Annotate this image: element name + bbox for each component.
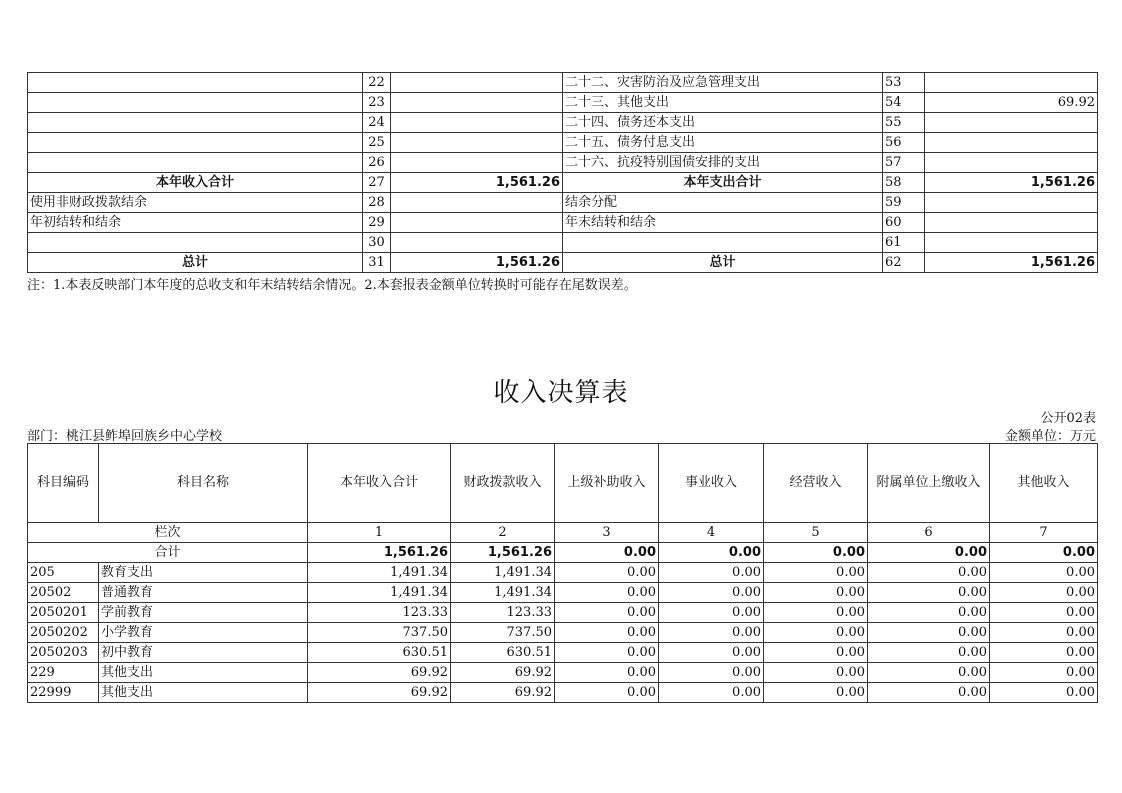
amount-cell: 0.00 bbox=[990, 623, 1098, 643]
total-value: 1,561.26 bbox=[308, 543, 451, 563]
left-row-no: 28 bbox=[363, 193, 391, 213]
amount-cell: 0.00 bbox=[868, 683, 990, 703]
column-number: 6 bbox=[868, 523, 990, 543]
amount-cell: 0.00 bbox=[659, 563, 764, 583]
amount-cell: 737.50 bbox=[308, 623, 451, 643]
subject-name: 其他支出 bbox=[99, 663, 308, 683]
left-amount: 1,561.26 bbox=[391, 173, 563, 193]
amount-cell: 0.00 bbox=[555, 603, 659, 623]
table-row bbox=[28, 173, 1098, 193]
total-row bbox=[28, 543, 1098, 563]
amount-cell: 0.00 bbox=[868, 623, 990, 643]
total-value: 0.00 bbox=[990, 543, 1098, 563]
left-row-no: 23 bbox=[363, 93, 391, 113]
left-label bbox=[28, 73, 363, 93]
table-row bbox=[28, 153, 1098, 173]
right-row-no: 59 bbox=[883, 193, 925, 213]
amount-cell: 123.33 bbox=[451, 603, 555, 623]
table-row bbox=[28, 133, 1098, 153]
left-row-no: 30 bbox=[363, 233, 391, 253]
left-amount bbox=[391, 93, 563, 113]
left-row-no: 22 bbox=[363, 73, 391, 93]
header-other-income: 其他收入 bbox=[990, 444, 1098, 523]
right-label: 二十五、债务付息支出 bbox=[563, 133, 883, 153]
left-label bbox=[28, 93, 363, 113]
amount-cell: 1,491.34 bbox=[451, 563, 555, 583]
amount-cell: 0.00 bbox=[990, 663, 1098, 683]
amount-cell: 0.00 bbox=[990, 603, 1098, 623]
subject-name: 学前教育 bbox=[99, 603, 308, 623]
subject-name: 初中教育 bbox=[99, 643, 308, 663]
amount-cell: 123.33 bbox=[308, 603, 451, 623]
table-row bbox=[28, 113, 1098, 133]
amount-cell: 0.00 bbox=[555, 563, 659, 583]
total-label: 合计 bbox=[28, 543, 308, 563]
right-amount bbox=[925, 193, 1098, 213]
amount-cell: 0.00 bbox=[764, 623, 868, 643]
amount-cell: 69.92 bbox=[451, 683, 555, 703]
income-table-body bbox=[28, 563, 1098, 703]
amount-cell: 0.00 bbox=[868, 663, 990, 683]
subject-name: 小学教育 bbox=[99, 623, 308, 643]
right-row-no: 54 bbox=[883, 93, 925, 113]
column-number-row bbox=[28, 523, 1098, 543]
right-row-no: 60 bbox=[883, 213, 925, 233]
total-value: 0.00 bbox=[764, 543, 868, 563]
right-row-no: 58 bbox=[883, 173, 925, 193]
column-number: 5 bbox=[764, 523, 868, 543]
amount-cell: 630.51 bbox=[451, 643, 555, 663]
subject-code: 20502 bbox=[28, 583, 99, 603]
right-label: 二十三、其他支出 bbox=[563, 93, 883, 113]
right-label: 年末结转和结余 bbox=[563, 213, 883, 233]
amount-cell: 0.00 bbox=[764, 683, 868, 703]
amount-cell: 0.00 bbox=[555, 643, 659, 663]
header-total-income: 本年收入合计 bbox=[308, 444, 451, 523]
left-label bbox=[28, 113, 363, 133]
total-value: 1,561.26 bbox=[451, 543, 555, 563]
form-number: 公开02表 bbox=[1040, 411, 1096, 426]
table-row bbox=[28, 663, 1098, 683]
table-row bbox=[28, 93, 1098, 113]
left-label bbox=[28, 153, 363, 173]
subject-name: 教育支出 bbox=[99, 563, 308, 583]
amount-cell: 0.00 bbox=[764, 603, 868, 623]
table-row bbox=[28, 253, 1098, 273]
right-amount bbox=[925, 73, 1098, 93]
table-row bbox=[28, 583, 1098, 603]
header-superior-subsidy: 上级补助收入 bbox=[555, 444, 659, 523]
column-number: 4 bbox=[659, 523, 764, 543]
left-row-no: 25 bbox=[363, 133, 391, 153]
amount-cell: 69.92 bbox=[451, 663, 555, 683]
amount-cell: 1,491.34 bbox=[451, 583, 555, 603]
table-note: 注：1.本表反映部门本年度的总收支和年末结转结余情况。2.本套报表金额单位转换时可能存在尾数误差。 bbox=[27, 278, 637, 293]
amount-cell: 0.00 bbox=[555, 623, 659, 643]
amount-cell: 0.00 bbox=[659, 643, 764, 663]
subject-code: 229 bbox=[28, 663, 99, 683]
header-operating-income: 经营收入 bbox=[764, 444, 868, 523]
column-number: 3 bbox=[555, 523, 659, 543]
header-subject-name: 科目名称 bbox=[99, 444, 308, 523]
right-label bbox=[563, 233, 883, 253]
left-amount bbox=[391, 153, 563, 173]
amount-cell: 0.00 bbox=[868, 583, 990, 603]
summary-table bbox=[27, 72, 1098, 273]
left-label bbox=[28, 233, 363, 253]
left-label: 使用非财政拨款结余 bbox=[28, 193, 363, 213]
left-label: 总计 bbox=[28, 253, 363, 273]
header-row bbox=[28, 444, 1098, 523]
left-label bbox=[28, 133, 363, 153]
right-label: 结余分配 bbox=[563, 193, 883, 213]
table-row bbox=[28, 233, 1098, 253]
left-row-no: 24 bbox=[363, 113, 391, 133]
left-amount: 1,561.26 bbox=[391, 253, 563, 273]
left-amount bbox=[391, 233, 563, 253]
amount-cell: 0.00 bbox=[764, 583, 868, 603]
page-title: 收入决算表 bbox=[493, 378, 629, 408]
amount-cell: 0.00 bbox=[764, 663, 868, 683]
table-row bbox=[28, 73, 1098, 93]
left-label: 本年收入合计 bbox=[28, 173, 363, 193]
left-amount bbox=[391, 193, 563, 213]
right-amount bbox=[925, 233, 1098, 253]
amount-cell: 0.00 bbox=[868, 563, 990, 583]
right-amount bbox=[925, 153, 1098, 173]
amount-cell: 0.00 bbox=[990, 563, 1098, 583]
subject-code: 205 bbox=[28, 563, 99, 583]
header-fiscal-appropriation: 财政拨款收入 bbox=[451, 444, 555, 523]
right-label: 二十二、灾害防治及应急管理支出 bbox=[563, 73, 883, 93]
amount-cell: 0.00 bbox=[555, 583, 659, 603]
right-row-no: 62 bbox=[883, 253, 925, 273]
amount-cell: 0.00 bbox=[764, 563, 868, 583]
header-business-income: 事业收入 bbox=[659, 444, 764, 523]
amount-cell: 0.00 bbox=[990, 643, 1098, 663]
right-label: 二十六、抗疫特别国债安排的支出 bbox=[563, 153, 883, 173]
left-row-no: 31 bbox=[363, 253, 391, 273]
right-row-no: 61 bbox=[883, 233, 925, 253]
left-row-no: 29 bbox=[363, 213, 391, 233]
amount-cell: 0.00 bbox=[659, 603, 764, 623]
unit-label: 金额单位：万元 bbox=[1004, 429, 1096, 444]
header-subject-code: 科目编码 bbox=[28, 444, 99, 523]
amount-cell: 0.00 bbox=[764, 643, 868, 663]
amount-cell: 0.00 bbox=[868, 603, 990, 623]
amount-cell: 0.00 bbox=[555, 663, 659, 683]
left-label: 年初结转和结余 bbox=[28, 213, 363, 233]
subject-name: 普通教育 bbox=[99, 583, 308, 603]
amount-cell: 1,491.34 bbox=[308, 563, 451, 583]
header-affiliate-income: 附属单位上缴收入 bbox=[868, 444, 990, 523]
amount-cell: 0.00 bbox=[990, 583, 1098, 603]
left-row-no: 27 bbox=[363, 173, 391, 193]
subject-name: 其他支出 bbox=[99, 683, 308, 703]
right-label: 本年支出合计 bbox=[563, 173, 883, 193]
table-row bbox=[28, 623, 1098, 643]
amount-cell: 69.92 bbox=[308, 683, 451, 703]
subject-code: 2050201 bbox=[28, 603, 99, 623]
income-table bbox=[27, 443, 1098, 703]
subject-code: 22999 bbox=[28, 683, 99, 703]
column-number: 1 bbox=[308, 523, 451, 543]
total-value: 0.00 bbox=[868, 543, 990, 563]
total-value: 0.00 bbox=[555, 543, 659, 563]
left-amount bbox=[391, 73, 563, 93]
right-amount: 69.92 bbox=[925, 93, 1098, 113]
column-number: 2 bbox=[451, 523, 555, 543]
column-number: 7 bbox=[990, 523, 1098, 543]
right-row-no: 56 bbox=[883, 133, 925, 153]
column-label: 栏次 bbox=[28, 523, 308, 543]
right-label: 二十四、债务还本支出 bbox=[563, 113, 883, 133]
right-row-no: 55 bbox=[883, 113, 925, 133]
table-row bbox=[28, 193, 1098, 213]
right-amount: 1,561.26 bbox=[925, 253, 1098, 273]
table-row bbox=[28, 643, 1098, 663]
amount-cell: 0.00 bbox=[659, 623, 764, 643]
total-value: 0.00 bbox=[659, 543, 764, 563]
right-row-no: 57 bbox=[883, 153, 925, 173]
amount-cell: 0.00 bbox=[659, 683, 764, 703]
amount-cell: 630.51 bbox=[308, 643, 451, 663]
table-row bbox=[28, 213, 1098, 233]
amount-cell: 0.00 bbox=[990, 683, 1098, 703]
summary-table-body bbox=[28, 73, 1098, 273]
amount-cell: 0.00 bbox=[868, 643, 990, 663]
right-amount: 1,561.26 bbox=[925, 173, 1098, 193]
left-amount bbox=[391, 213, 563, 233]
right-label: 总计 bbox=[563, 253, 883, 273]
amount-cell: 1,491.34 bbox=[308, 583, 451, 603]
right-amount bbox=[925, 113, 1098, 133]
subject-code: 2050202 bbox=[28, 623, 99, 643]
table-row bbox=[28, 603, 1098, 623]
table-row bbox=[28, 683, 1098, 703]
right-amount bbox=[925, 213, 1098, 233]
amount-cell: 0.00 bbox=[659, 663, 764, 683]
table-row bbox=[28, 563, 1098, 583]
amount-cell: 0.00 bbox=[659, 583, 764, 603]
department-label: 部门：桃江县鲊埠回族乡中心学校 bbox=[27, 429, 223, 444]
amount-cell: 737.50 bbox=[451, 623, 555, 643]
amount-cell: 69.92 bbox=[308, 663, 451, 683]
right-amount bbox=[925, 133, 1098, 153]
amount-cell: 0.00 bbox=[555, 683, 659, 703]
left-amount bbox=[391, 113, 563, 133]
left-amount bbox=[391, 133, 563, 153]
subject-code: 2050203 bbox=[28, 643, 99, 663]
left-row-no: 26 bbox=[363, 153, 391, 173]
right-row-no: 53 bbox=[883, 73, 925, 93]
